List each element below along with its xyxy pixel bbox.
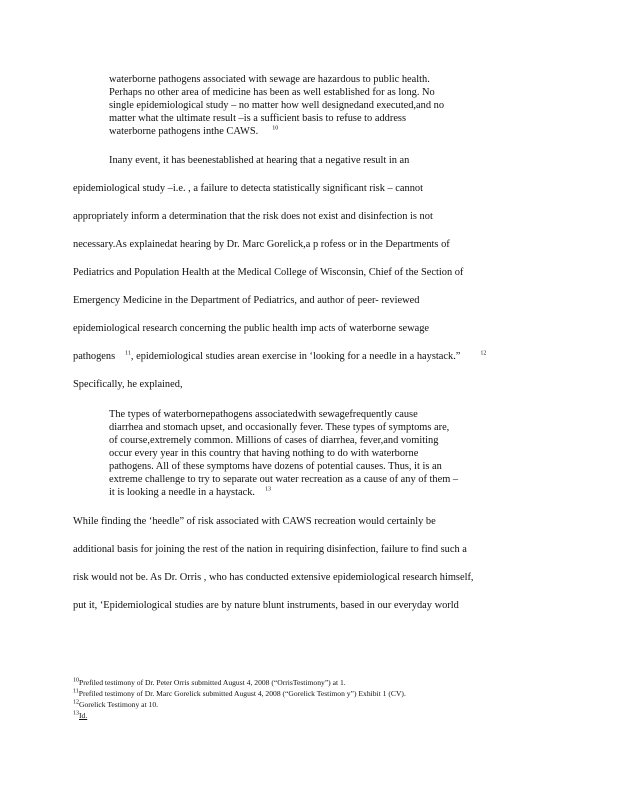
paragraph-2-line: risk would not be. As Dr. Orris , who has conducted extensive epidemiological research himself,	[73, 572, 474, 583]
quote-2-line: The types of waterbornepathogens associatedwith sewagefrequently cause	[109, 409, 418, 420]
footnote-number: 12	[73, 699, 79, 706]
quote-2-last-line	[109, 487, 271, 499]
paragraph-2-line: While finding the ‘heedle” of risk associated with CAWS recreation would certainly be	[73, 516, 436, 527]
footnote-number: 13	[73, 710, 79, 717]
footnote-12	[73, 700, 158, 709]
footnote-text: Prefiled testimony of Dr. Marc Gorelick submitted August 4, 2008 (“Gorelick Testimon y”) Exhibit 1 (CV).	[78, 689, 406, 698]
quote-2-line: occur every year in this country that having nothing to do with waterborne	[109, 448, 419, 459]
paragraph-1-line: Inany event, it has beenestablished at hearing that a negative result in an	[109, 155, 410, 166]
quote-1-line: Perhaps no other area of medicine has been as well established for as long. No	[109, 87, 435, 98]
footnote-ref-11: 11	[125, 350, 131, 357]
quote-2-text: it is looking a needle in a haystack.	[109, 487, 256, 498]
paragraph-2-line: additional basis for joining the rest of the nation in requiring disinfection, failure to find such a	[73, 544, 467, 555]
paragraph-1-line: Pediatrics and Population Health at the Medical College of Wisconsin, Chief of the Section of	[73, 267, 464, 278]
paragraph-1-line: Emergency Medicine in the Department of Pediatrics, and author of peer- reviewed	[73, 295, 420, 306]
paragraph-1-line: epidemiological research concerning the public health imp acts of waterborne sewage	[73, 323, 430, 334]
footnote-13	[73, 711, 87, 720]
footnote-text: Gorelick Testimony at 10.	[79, 700, 159, 709]
quote-1-line: matter what the ultimate result –is a sufficient basis to refuse to address	[109, 113, 407, 124]
quote-1-line: waterborne pathogens associated with sewage are hazardous to public health.	[109, 74, 430, 85]
quote-1-line: single epidemiological study – no matter how well designedand executed,and no	[109, 100, 445, 111]
quote-2-line: pathogens. All of these symptoms have dozens of potential causes. Thus, it is an	[109, 461, 442, 472]
paragraph-1-line: appropriately inform a determination that the risk does not exist and disinfection is not	[73, 211, 433, 222]
paragraph-1-line: epidemiological study –i.e. , a failure to detecta statistically significant risk – cannot	[73, 183, 424, 194]
pathogens-word: pathogens	[73, 351, 116, 362]
quote-2-line: extreme challenge to try to separate out water recreation as a cause of any of them –	[109, 474, 459, 485]
footnote-10	[73, 678, 346, 687]
specifically-line: Specifically, he explained,	[73, 379, 183, 390]
footnote-number: 10	[73, 677, 79, 684]
quote-2-line: of course,extremely common. Millions of cases of diarrhea, fever,and vomiting	[109, 435, 439, 446]
pathogens-line-text: , epidemiological studies arean exercise in ‘looking for a needle in a haystack.”	[130, 351, 461, 362]
footnote-ref-12: 12	[480, 350, 487, 357]
footnote-11	[73, 689, 406, 698]
footnote-ref-13: 13	[265, 486, 272, 493]
footnote-text: Id.	[79, 711, 88, 720]
quote-1-text: waterborne pathogens inthe CAWS.	[109, 126, 259, 137]
footnote-number: 11	[73, 688, 79, 695]
footnote-text: Prefiled testimony of Dr. Peter Orris submitted August 4, 2008 (“OrrisTestimony”) at 1.	[79, 678, 346, 687]
quote-1-last-line	[109, 126, 278, 138]
quote-2-line: diarrhea and stomach upset, and occasionally fever. These types of symptoms are,	[109, 422, 450, 433]
paragraph-1-pathogens-line	[73, 351, 486, 363]
paragraph-1-line: necessary.As explainedat hearing by Dr. Marc Gorelick,a p rofess or in the Departments of	[73, 239, 450, 250]
footnote-ref-10: 10	[272, 125, 279, 132]
paragraph-2-line: put it, ‘Epidemiological studies are by nature blunt instruments, based in our everyday world	[73, 600, 459, 611]
